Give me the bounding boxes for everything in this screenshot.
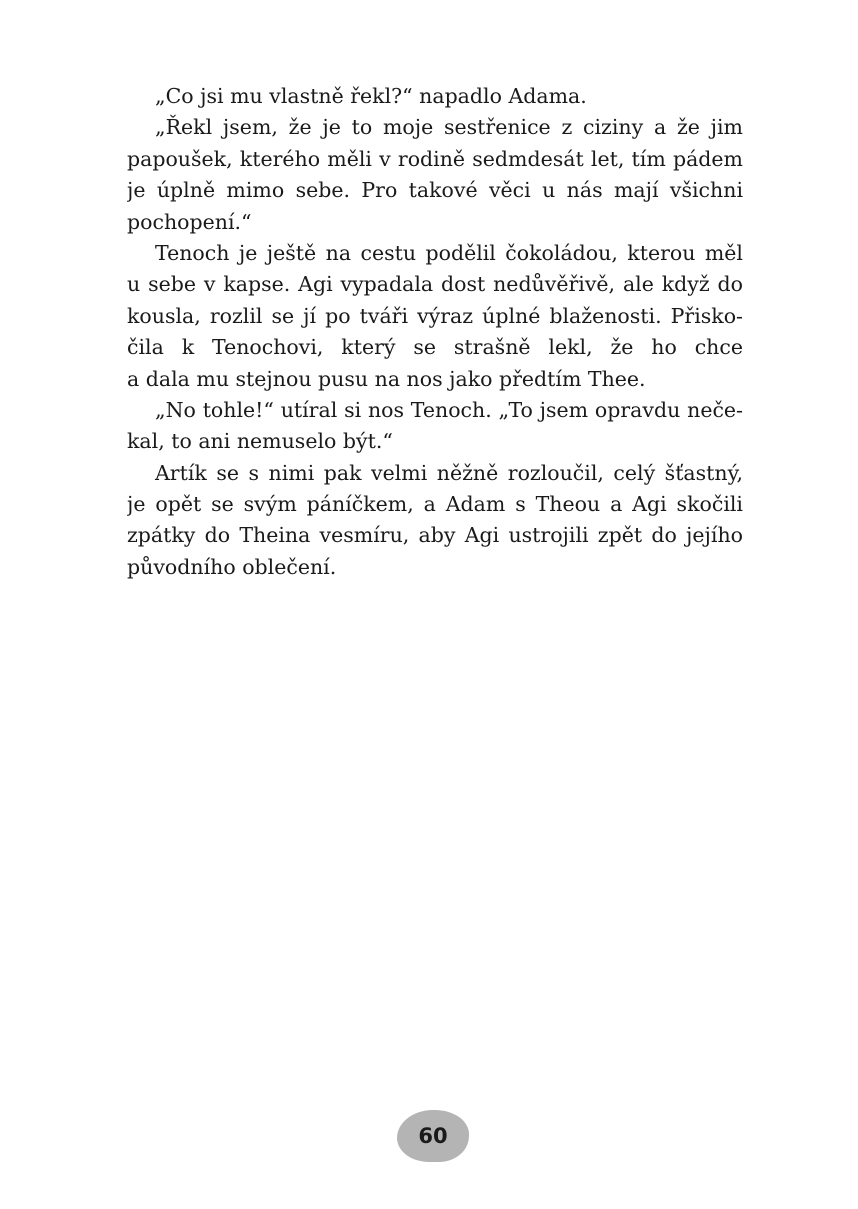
text-line: Tenoch je ještě na cestu podělil čokoládou, kterou měl (155, 240, 743, 265)
text-line: „Řekl jsem, že je to moje sestřenice z ciziny a že jim (155, 115, 743, 140)
page-number: 60 (418, 1124, 448, 1148)
text-line: je opět se svým páníčkem, a Adam s Theou a Agi skočili (127, 492, 743, 517)
text-line: je úplně mimo sebe. Pro takové věci u nás mají všichni (127, 178, 743, 203)
text-line: čila k Tenochovi, který se strašně lekl, že ho chce (127, 335, 743, 360)
body-text (127, 81, 743, 583)
text-line: a dala mu stejnou pusu na nos jako předtím Thee. (127, 366, 646, 391)
text-line: kal, to ani nemuselo být.“ (127, 429, 393, 454)
text-line: kousla, rozlil se jí po tváři výraz úplné blaženosti. Přisko- (127, 303, 743, 328)
text-line: pochopení.“ (127, 209, 252, 234)
text-line: u sebe v kapse. Agi vypadala dost nedůvěřivě, ale když do (127, 272, 743, 297)
text-line: původního oblečení. (127, 554, 337, 579)
text-line: zpátky do Theina vesmíru, aby Agi ustrojili zpět do jejího (127, 523, 743, 548)
text-line: „Co jsi mu vlastně řekl?“ napadlo Adama. (155, 84, 587, 108)
text-line: Artík se s nimi pak velmi něžně rozloučil, celý šťastný, (155, 460, 743, 485)
text-line: papoušek, kterého měli v rodině sedmdesát let, tím pádem (127, 146, 743, 171)
text-line: „No tohle!“ utíral si nos Tenoch. „To jsem opravdu neče- (155, 397, 743, 422)
page-number-badge (397, 1110, 469, 1162)
